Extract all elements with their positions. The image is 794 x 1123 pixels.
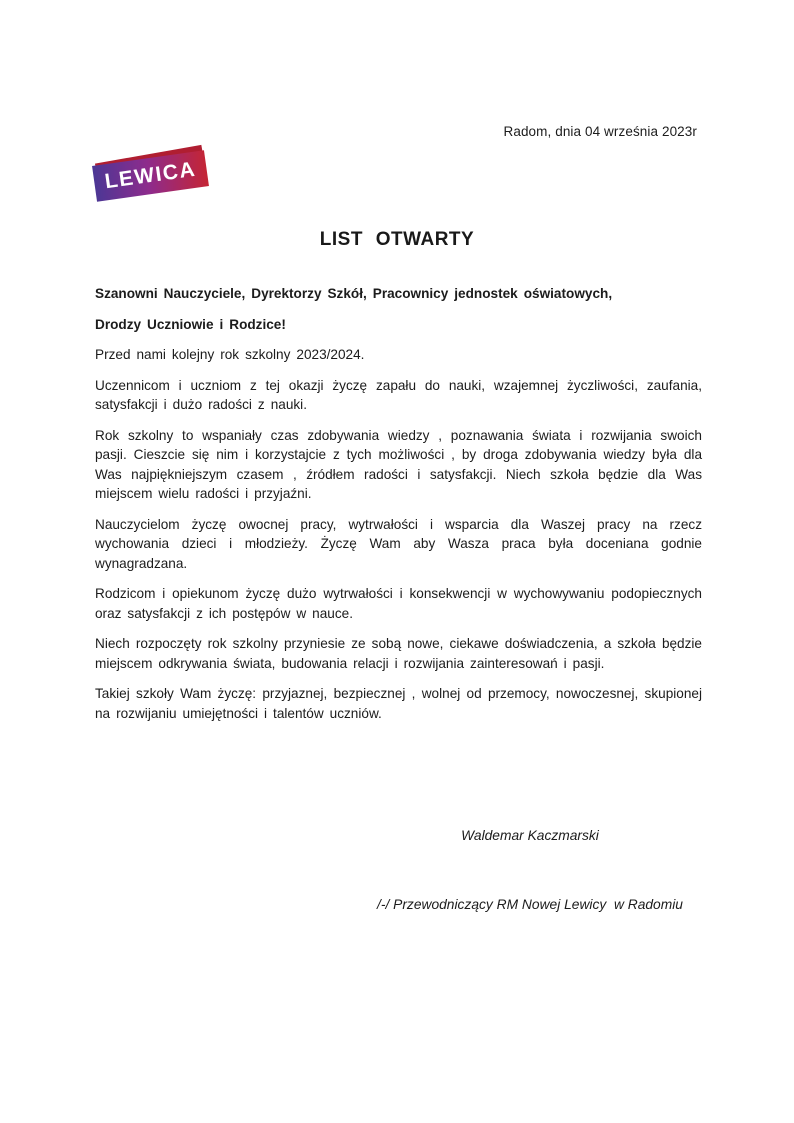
signature-name: Waldemar Kaczmarski	[461, 828, 599, 843]
paragraph: Rok szkolny to wspaniały czas zdobywania wiedzy , poznawania świata i rozwijania swoich pasji. Cieszcie się nim i korzystajcie z tych możliwości , by droga zdobywania wiedzy była dla Was najpiękniejszym czasem , źródłem radości i satysfakcji. Niech szkoła będzie dla Was miejscem wielu radości i przyjaźni.	[95, 427, 702, 501]
salutation-line: Drodzy Uczniowie i Rodzice!	[95, 316, 286, 332]
paragraph: Nauczycielom życzę owocnej pracy, wytrwałości i wsparcia dla Waszej pracy na rzecz wychowania dzieci i młodzieży. Życzę Wam aby Wasza praca była doceniana godnie wynagradzana.	[95, 516, 702, 571]
paragraph: Przed nami kolejny rok szkolny 2023/2024.	[95, 347, 365, 362]
paragraph: Takiej szkoły Wam życzę: przyjaznej, bezpiecznej , wolnej od przemocy, nowoczesnej, skupionej na rozwijaniu umiejętności i talentów uczniów.	[95, 686, 702, 721]
paragraph: Niech rozpoczęty rok szkolny przyniesie ze sobą nowe, ciekawe doświadczenia, a szkoła będzie miejscem odkrywania świata, budowania relacji i rozwijania zainteresowań i pasji.	[95, 636, 702, 671]
page-title: LIST OTWARTY	[319, 229, 475, 250]
logo-gradient-banner	[92, 150, 209, 201]
salutation-line: Szanowni Nauczyciele, Dyrektorzy Szkół, Pracownicy jednostek oświatowych,	[95, 286, 613, 301]
signature-role: /-/ Przewodniczący RM Nowej Lewicy w Radomiu	[377, 897, 683, 912]
date-line: Radom, dnia 04 września 2023r	[503, 124, 697, 139]
paragraph: Uczennicom i uczniom z tej okazji życzę zapału do nauki, wzajemnej życzliwości, zaufania, satysfakcji i dużo radości z nauki.	[95, 377, 702, 412]
letter-body	[95, 284, 702, 734]
paragraph: Rodzicom i opiekunom życzę dużo wytrwałości i konsekwencji w wychowywaniu podopiecznych oraz satysfakcji z ich postępów w nauce.	[95, 586, 702, 621]
lewica-logo	[93, 152, 213, 200]
signature-block	[340, 788, 720, 952]
logo-text: LEWICA	[103, 157, 198, 193]
